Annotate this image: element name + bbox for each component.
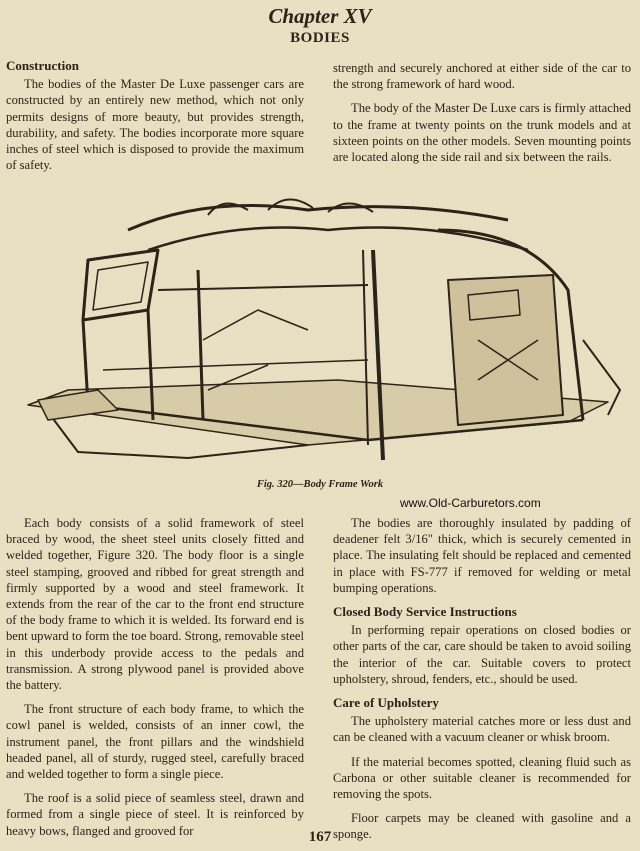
construction-paragraph-3: The body of the Master De Luxe cars is firmly attached to the frame at twenty points on the trunk models and at sixteen points on the other models. Seven mounting points are located along the side rail and six between the rails. — [333, 101, 631, 165]
framework-paragraph: Each body consists of a solid framework of steel braced by wood, the sheet steel units closely fitted and welded together, Figure 320. The body floor is a single steel stamping, grooved and ribbed for great strength and firmly supported by a wood and steel framework. It extends from the rear of the car to the front end structure of the body frame to which it is welded. Its forward end is bent upward to form the toe board. Strong, removable steel in this underbody provide access to the pedals and transmission. A strong plywood panel is provided above the battery. — [6, 516, 304, 693]
insulation-paragraph: The bodies are thoroughly insulated by padding of deadener felt 3/16" thick, which is securely cemented in place. The insulating felt should be replaced and cemented in place with FS-777 if removed for welding or metal bumping operations. — [333, 516, 631, 595]
upholstery-paragraph-1: The upholstery material catches more or less dust and can be cleaned with a vacuum cleaner or whisk broom. — [333, 714, 631, 745]
section-title: BODIES — [290, 30, 350, 46]
body-frame-illustration — [8, 190, 632, 475]
front-structure-paragraph: The front structure of each body frame, to which the cowl panel is welded, consists of an inner cowl, the instrument panel, the front pillars and the windshield headed panel, all of sturdy, rugged steel, carefully braced and welded together to form a single piece. — [6, 702, 304, 782]
service-column — [333, 515, 631, 851]
closed-body-paragraph: In performing repair operations on closed bodies or other parts of the car, care should be taken to avoid soiling the interior of the car. Suitable covers to protect upholstery, shroud, fenders, etc., should be used. — [333, 623, 631, 686]
construction-column-right — [333, 60, 631, 173]
upholstery-paragraph-3: Floor carpets may be cleaned with gasoline and a sponge. — [333, 811, 631, 842]
construction-paragraph-1: The bodies of the Master De Luxe passenger cars are constructed by an entirely new method, which not only permits designs of more beauty, but provides strength, durability, and safety. The bodies incorporate more square inches of steel which is disposed to provide the maximum of safety. — [6, 77, 304, 173]
construction-heading: Construction — [6, 58, 79, 73]
roof-paragraph: The roof is a solid piece of seamless steel, drawn and formed from a single piece of steel. It is reinforced by heavy bows, flanged and grooved for — [6, 791, 304, 838]
watermark-url: www.Old-Carburetors.com — [400, 496, 541, 510]
upholstery-paragraph-2: If the material becomes spotted, cleaning fluid such as Carbona or other suitable cleaner is recommended for removing the spots. — [333, 754, 631, 802]
construction-column-left — [6, 58, 304, 181]
page-number: 167 — [308, 829, 332, 845]
upholstery-heading: Care of Upholstery — [333, 695, 439, 711]
closed-body-heading: Closed Body Service Instructions — [333, 604, 517, 620]
construction-paragraph-2: strength and securely anchored at either side of the car to the strong framework of hard wood. — [333, 61, 631, 92]
figure-caption: Fig. 320—Body Frame Work — [256, 479, 384, 490]
chapter-heading: Chapter XV — [268, 4, 372, 28]
body-structure-column — [6, 515, 304, 847]
